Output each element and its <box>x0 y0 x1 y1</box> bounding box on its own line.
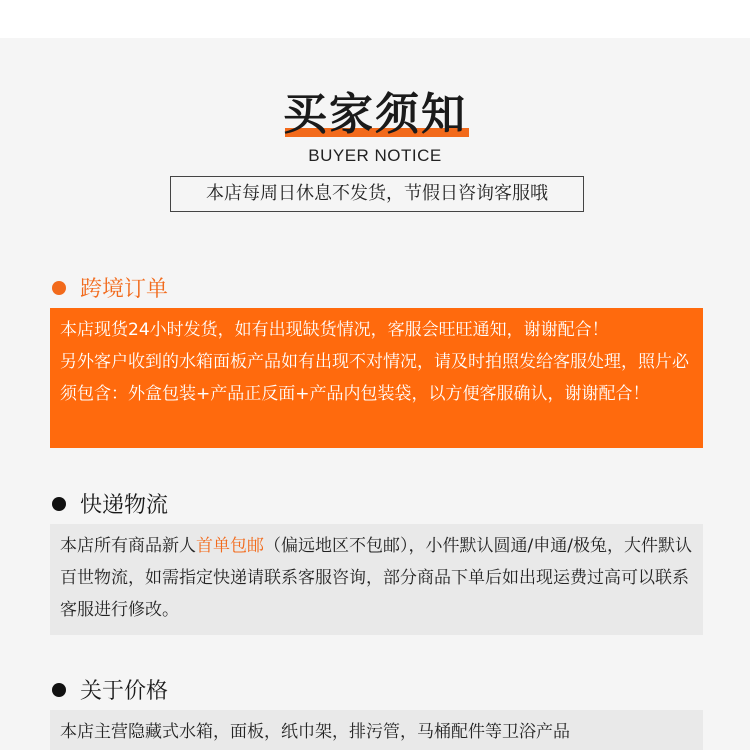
paragraph: 本店现货24小时发货，如有出现缺货情况，客服会旺旺通知，谢谢配合！ <box>60 320 609 340</box>
section-content-pricing <box>50 710 703 750</box>
bullet-dot-icon <box>52 281 66 295</box>
bullet-dot-icon <box>52 497 66 511</box>
free-shipping-highlight: 首单包邮 <box>196 536 264 556</box>
page-title-text: 买家须知 <box>283 89 467 140</box>
paragraph: 本店主营隐藏式水箱，面板，纸巾架，排污管，马桶配件等卫浴产品 <box>60 722 570 742</box>
paragraph: 另外客户收到的水箱面板产品如有出现不对情况，请及时拍照发给客服处理，照片必须包含：外盒包装+产品正反面+产品内包装袋，以方便客服确认，谢谢配合！ <box>60 352 689 404</box>
section-heading-label: 快递物流 <box>80 493 169 518</box>
section-heading-pricing <box>52 674 168 705</box>
section-heading-label: 跨境订单 <box>80 277 169 302</box>
section-heading-label: 关于价格 <box>80 679 169 704</box>
page-subtitle: BUYER NOTICE <box>308 146 442 165</box>
bullet-dot-icon <box>52 683 66 697</box>
paragraph <box>60 530 693 626</box>
section-heading-shipping <box>52 488 168 519</box>
section-content-cross-border <box>50 308 703 448</box>
section-heading-cross-border <box>52 272 168 303</box>
text-after: （偏远地区不包邮），小件默认圆通/申通/极兔，大件默认百世物流，如需指定快递请联系客服咨询，部分商品下单后如出现运费过高可以联系客服进行修改。 <box>60 536 692 620</box>
holiday-notice-box: 本店每周日休息不发货，节假日咨询客服哦 <box>170 176 584 212</box>
page-title <box>283 90 467 140</box>
notice-page <box>0 38 750 750</box>
text-before: 本店所有商品新人 <box>60 536 196 556</box>
title-wrap <box>0 90 750 140</box>
section-content-shipping <box>50 524 703 635</box>
